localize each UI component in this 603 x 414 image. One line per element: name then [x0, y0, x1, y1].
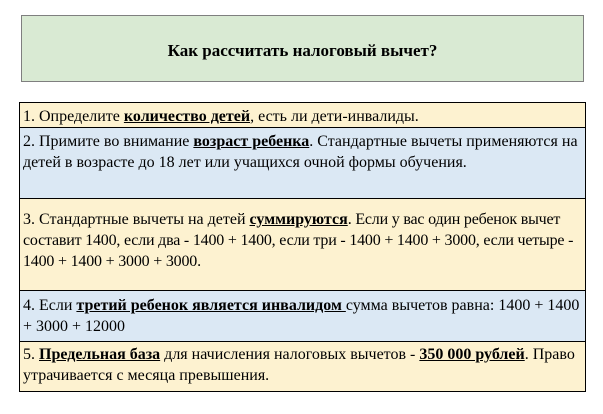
step-4-text: 4. Если — [23, 297, 77, 314]
step-2-text: 2. Примите во внимание — [23, 133, 194, 150]
step-2-text-end: . Стандартные вычеты применяются на детей в возрасте до 18 лет или учащихся очной формы обучения. — [23, 133, 578, 171]
step-5-keyword-2: 350 000 рублей — [419, 346, 525, 363]
steps-table — [19, 102, 586, 392]
title-box — [21, 15, 584, 82]
step-5 — [20, 342, 585, 391]
step-3 — [20, 199, 585, 291]
step-4 — [20, 291, 585, 342]
step-4-text-end: сумма вычетов равна: 1400 + 1400 + 3000 + 12000 — [23, 297, 580, 335]
step-1-text-end: , есть ли дети-инвалиды. — [250, 108, 419, 125]
step-1-text: 1. Определите — [23, 108, 124, 125]
step-2-keyword: возраст ребенка — [193, 133, 310, 150]
step-3-text: 3. Стандартные вычеты на детей — [23, 211, 250, 228]
step-1-keyword: количество детей — [123, 108, 251, 125]
step-3-text-end: . Если у вас один ребенок вычет составит 1400, если два - 1400 + 1400, если три - 1400 + 1400 + 3000, если четыре - 1400 + 1400 + 3000 + 3000. — [23, 211, 574, 270]
step-5-text: 5. — [23, 346, 39, 363]
page-title: Как рассчитать налоговый вычет? — [167, 40, 438, 60]
step-5-keyword: Предельная база — [39, 346, 161, 363]
step-4-keyword: третий ребенок является инвалидом — [76, 297, 346, 314]
step-5-text-mid: для начисления налоговых вычетов - — [160, 346, 420, 363]
step-5-text-end: . Право утрачивается с месяца превышения. — [23, 346, 575, 384]
step-1 — [20, 103, 585, 128]
step-2 — [20, 128, 585, 199]
step-3-keyword: суммируются — [249, 211, 348, 228]
